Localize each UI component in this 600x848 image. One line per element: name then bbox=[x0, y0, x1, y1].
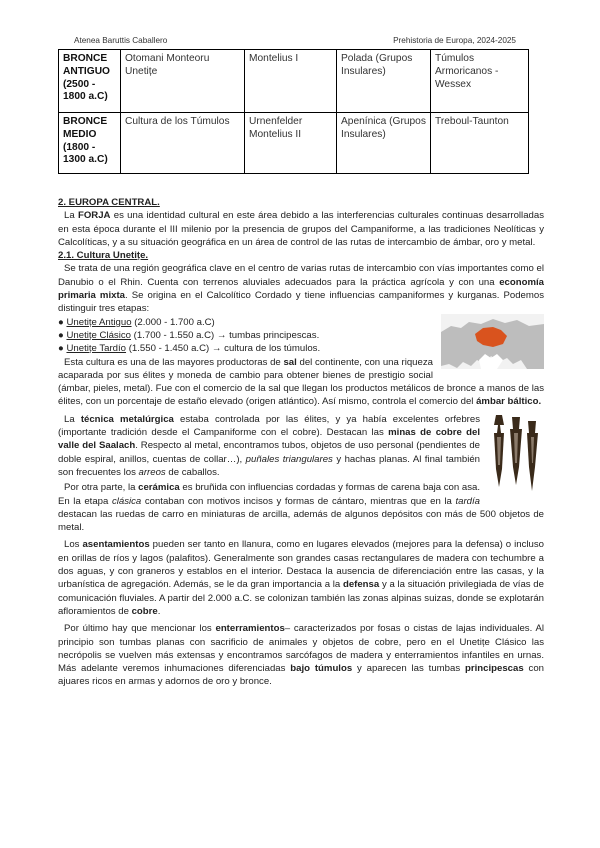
header-author: Atenea Baruttis Caballero bbox=[74, 36, 168, 45]
dagger-middle bbox=[510, 417, 522, 485]
document-body bbox=[58, 196, 544, 689]
paragraph-region: Se trata de una región geográfica clave en el centro de varias rutas de intercambio con vías importantes como el Danubio o el Rhin. Cuenta con terrenos aluviales adecuados para la práctica agrícola y con una economía primaria mixta. Se origina en el Calcolítico Cordado y tiene influencias campaniformes y kurganas. Podemos distinguir tres etapas: bbox=[58, 263, 544, 315]
table-cell: Urnenfelder Montelius II bbox=[245, 113, 337, 174]
table-cell-period: BRONCE ANTIGUO (2500 - 1800 a.C) bbox=[59, 50, 121, 113]
list-item: ● Unetițe Antiguo (2.000 - 1.700 a.C) bbox=[58, 316, 215, 328]
table-cell: Cultura de los Túmulos bbox=[121, 113, 245, 174]
paragraph-ceramica: Por otra parte, la cerámica es bruñida con influencias cordadas y formas de carena baja con asa. En la etapa clásica contaban con motivos incisos y formas de cántaro, mientras que en la tardía destacan las ruedas de carro en miniaturas de arcilla, además de algunos depósitos con más de 500 objetos de metal. bbox=[58, 482, 544, 534]
list-item: ● Unetițe Tardío (1.550 - 1.450 a.C) → cultura de los túmulos. bbox=[58, 343, 321, 355]
bold-term: FORJA bbox=[77, 210, 111, 222]
daggers-image bbox=[488, 411, 544, 495]
dagger-left bbox=[494, 415, 504, 487]
paragraph-asentamientos: Los asentamientos pueden ser tanto en llanura, como en lugares elevados (mejores para la defensa) o incluso en orillas de ríos y lagos (palafitos). Generalmente son grandes casas rectangulares de madera con techumbre a dos aguas, y con graneros y establos en el interior. Destaca la ausencia de diferenciación entre las casas, y la urbanística de agregación. Además, se le da gran importancia a la defensa y a la situación privilegiada de vías de comunicación fluviales. A partir del 2.000 a.C. se colonizan también las zonas alpinas suizas, donde se explotarán afloramientos de cobre. bbox=[58, 539, 544, 617]
table-cell: Polada (Grupos Insulares) bbox=[337, 50, 431, 113]
section-heading-cultura-unetice: 2.1. Cultura Unetițe. bbox=[58, 250, 149, 262]
paragraph-forja: La FORJA es una identidad cultural en este área debido a las interferencias culturales continuas desarrolladas en esta época durante el III milenio por la presencia de grupos del Campaniforme, a las tradiciones Neolíticas y Calcolíticas, y a su situación geográfica en un área de control de las rutas de intercambio de ámbar, oro y metal. bbox=[58, 210, 544, 248]
table-cell: Apenínica (Grupos Insulares) bbox=[337, 113, 431, 174]
bronze-periods-table bbox=[58, 49, 529, 174]
bold-term: economía primaria mixta bbox=[58, 276, 544, 302]
paragraph-sal: Esta cultura es una de las mayores productoras de sal del continente, con una riqueza acaparada por sus élites y moneda de cambio para obtener bienes de prestigio social (ámbar, pieles, metal). Fue con el comercio de la sal que llegan los productos metálicos de bronce a manos de las élites, con un porcentaje de estaño elevado (origen atlántico). Así mismo, controla el comercio del ámbar báltico. bbox=[58, 356, 544, 408]
table-row bbox=[59, 113, 529, 174]
dagger-right bbox=[527, 421, 538, 491]
list-item: ● Unetițe Clásico (1.700 - 1.550 a.C) → tumbas principescas. bbox=[58, 329, 320, 341]
table-cell-period: BRONCE MEDIO (1800 - 1300 a.C) bbox=[59, 113, 121, 174]
header-course: Prehistoria de Europa, 2024-2025 bbox=[393, 36, 516, 45]
europe-map-image bbox=[441, 314, 544, 369]
table-cell: Treboul-Taunton bbox=[431, 113, 529, 174]
table-cell: Montelius I bbox=[245, 50, 337, 113]
section-heading-europa-central: 2. EUROPA CENTRAL. bbox=[58, 197, 160, 208]
table-row bbox=[59, 50, 529, 113]
table-cell: Otomani Monteoru Unetițe bbox=[121, 50, 245, 113]
paragraph-metalurgia: La técnica metalúrgica estaba controlada por las élites, y ya había excelentes orfebres (importante tradición desde el Campaniforme con el cobre). Destacan las minas de cobre del valle del Saalach. Respecto al metal, encontramos tubos, objetos de uso personal (pendientes de doble espiral, anillos, cuentas de collar…), puñales triangulares y hachas planas. Al final también son frecuentes los arreos de caballos. bbox=[58, 413, 481, 478]
table-cell: Túmulos Armoricanos - Wessex bbox=[431, 50, 529, 113]
paragraph-enterramientos: Por último hay que mencionar los enterramientos– caracterizados por fosas o cistas de lajas individuales. Al principio son tumbas planas con sacrificio de animales y objetos de cobre, pero en el Unetițe Clásico las necrópolis se vuelven más extensas y encontramos sarcófagos de madera y enterramientos infantiles en urnas. Más adelante veremos inhumaciones diferenciadas bajo túmulos y aparecen las tumbas principescas con ajuares ricos en armas y adornos de oro y bronce. bbox=[58, 623, 545, 688]
